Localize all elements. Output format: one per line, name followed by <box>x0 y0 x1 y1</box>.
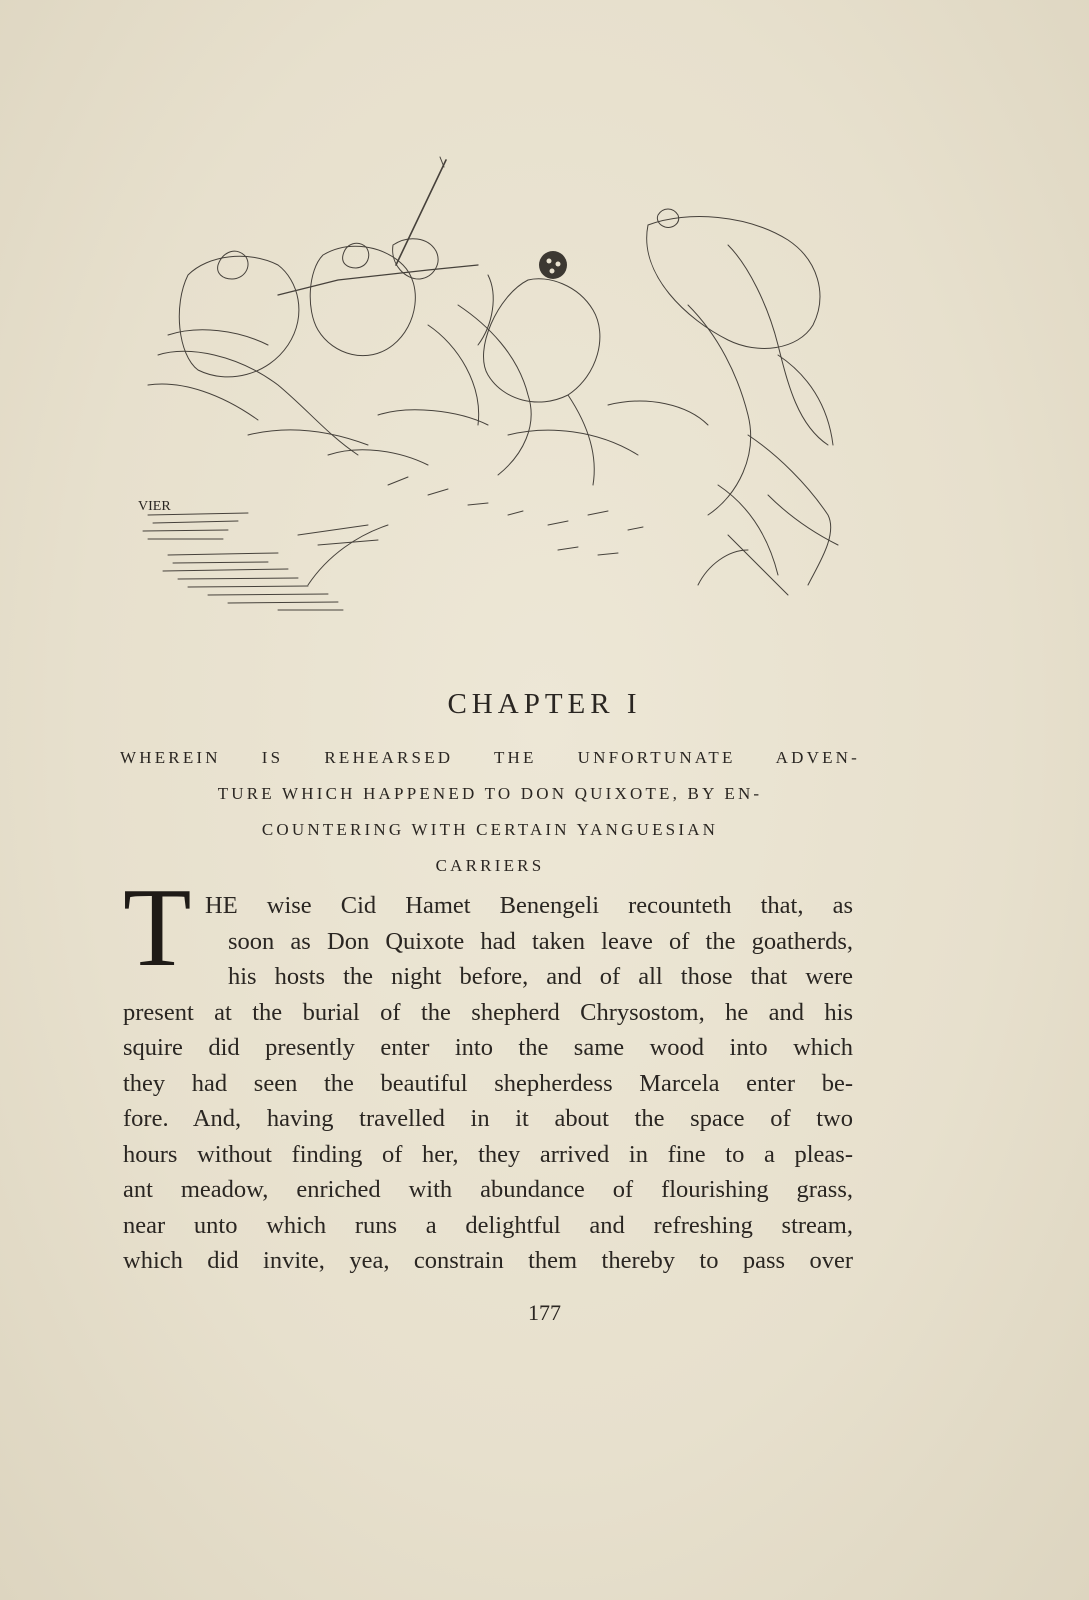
subtitle-line: TURE WHICH HAPPENED TO DON QUIXOTE, BY EN- <box>217 784 763 803</box>
battle-sketch <box>128 155 858 625</box>
text-line: soon as Don Quixote had taken leave of the goatherds, <box>228 927 853 955</box>
text-line: near unto which runs a delightful and refreshing stream, <box>123 1211 853 1239</box>
text-line: they had seen the beautiful shepherdess Marcela enter be- <box>123 1069 853 1097</box>
subtitle-line: WHEREIN IS REHEARSED THE UNFORTUNATE ADVEN- <box>120 748 860 767</box>
chapter-illustration <box>128 155 858 625</box>
chapter-subtitle <box>120 740 860 884</box>
drop-cap: T <box>123 866 192 990</box>
text-line: hours without finding of her, they arrived in fine to a pleas- <box>123 1140 853 1168</box>
subtitle-line: CARRIERS <box>435 856 545 875</box>
page-number: 177 <box>528 1300 561 1325</box>
text-line: ant meadow, enriched with abundance of flourishing grass, <box>123 1176 853 1203</box>
artist-signature: VIER <box>138 499 171 514</box>
text-line: HE wise Cid Hamet Benengeli recounteth that, as <box>205 892 853 919</box>
subtitle-line: COUNTERING WITH CERTAIN YANGUESIAN <box>261 820 719 839</box>
body-text <box>123 888 853 1279</box>
text-line: his hosts the night before, and of all those that were <box>228 963 853 990</box>
text-line: fore. And, having travelled in it about the space of two <box>123 1105 853 1132</box>
text-line: present at the burial of the shepherd Chrysostom, he and his <box>123 998 853 1026</box>
text-line: which did invite, yea, constrain them thereby to pass over <box>123 1247 853 1274</box>
chapter-title: CHAPTER I <box>447 688 642 720</box>
text-line: squire did presently enter into the same wood into which <box>123 1034 853 1061</box>
